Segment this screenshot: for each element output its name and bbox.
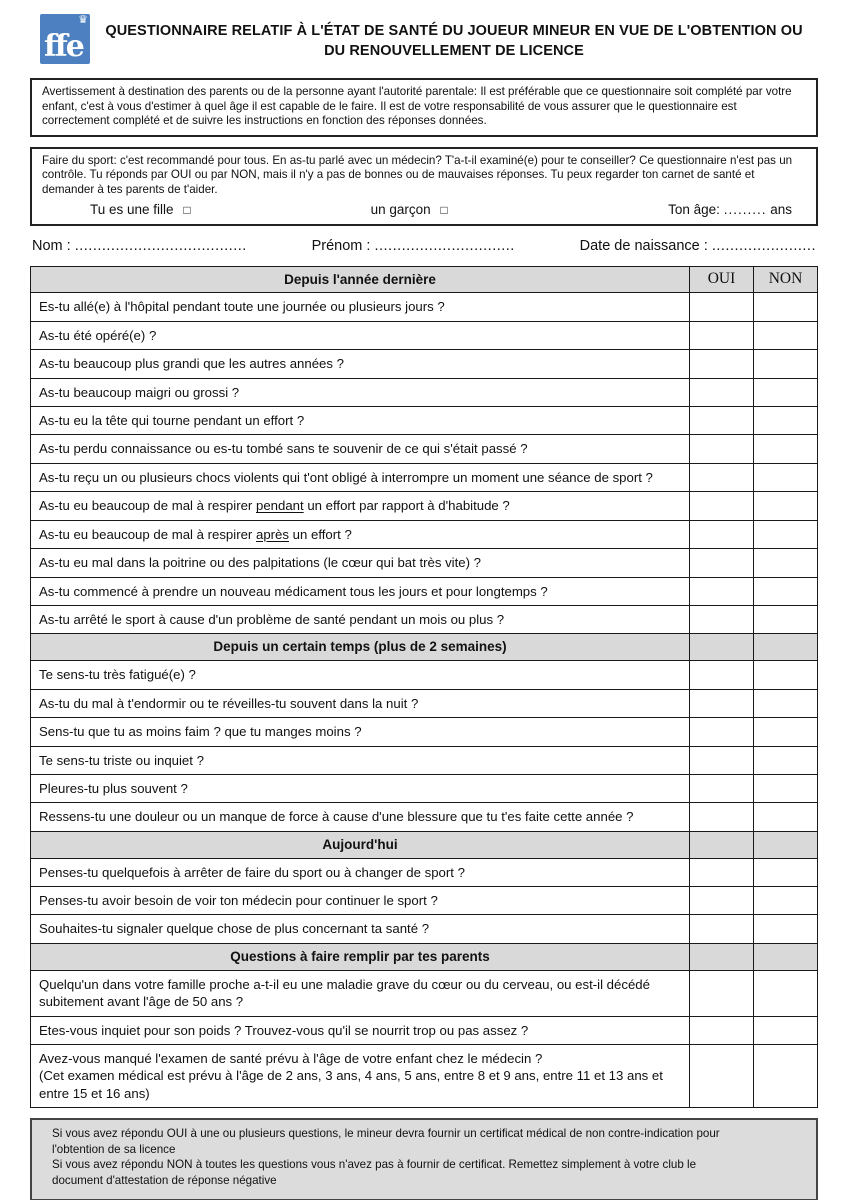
- question-row: [31, 577, 818, 605]
- intro-box: [30, 147, 818, 226]
- answer-cell-non[interactable]: [754, 887, 818, 915]
- answer-cell-oui[interactable]: [690, 915, 754, 943]
- question-text: Ressens-tu une douleur ou un manque de force à cause d'une blessure que tu t'es faite cette année ?: [31, 803, 690, 831]
- answer-cell-oui[interactable]: [690, 970, 754, 1016]
- question-row: [31, 520, 818, 548]
- question-text: Sens-tu que tu as moins faim ? que tu manges moins ?: [31, 718, 690, 746]
- question-text: Te sens-tu triste ou inquiet ?: [31, 746, 690, 774]
- answer-cell-oui[interactable]: [690, 350, 754, 378]
- question-row: [31, 1016, 818, 1044]
- question-row: [31, 746, 818, 774]
- section-header-label: Questions à faire remplir par tes parents: [31, 943, 690, 970]
- question-row: [31, 435, 818, 463]
- answer-cell-oui[interactable]: [690, 689, 754, 717]
- question-row: [31, 970, 818, 1016]
- question-row: [31, 803, 818, 831]
- section-header-cell: [690, 634, 754, 661]
- answer-cell-oui[interactable]: [690, 549, 754, 577]
- answer-cell-oui[interactable]: [690, 606, 754, 634]
- question-text: Penses-tu avoir besoin de voir ton médecin pour continuer le sport ?: [31, 887, 690, 915]
- question-row: [31, 407, 818, 435]
- question-text: As-tu perdu connaissance ou es-tu tombé sans te souvenir de ce qui s'était passé ?: [31, 435, 690, 463]
- section-header-row: [31, 634, 818, 661]
- girl-option: [90, 202, 191, 217]
- question-text: As-tu eu beaucoup de mal à respirer après un effort ?: [31, 520, 690, 548]
- question-text: As-tu eu la tête qui tourne pendant un effort ?: [31, 407, 690, 435]
- girl-checkbox[interactable]: □: [183, 202, 191, 217]
- answer-cell-oui[interactable]: [690, 577, 754, 605]
- footer-instructions-box: [30, 1118, 818, 1200]
- age-unit-label: ans: [770, 201, 792, 217]
- answer-cell-oui[interactable]: [690, 661, 754, 689]
- name-label: Nom :: [32, 237, 71, 254]
- answer-cell-non[interactable]: [754, 321, 818, 349]
- warning-box: [30, 78, 818, 137]
- answer-cell-non[interactable]: [754, 803, 818, 831]
- crown-icon: ♛: [78, 14, 88, 26]
- section-header-cell: [754, 634, 818, 661]
- answer-cell-non[interactable]: [754, 746, 818, 774]
- answer-cell-oui[interactable]: [690, 774, 754, 802]
- boy-option: [371, 202, 448, 217]
- identity-row: [32, 238, 816, 254]
- ffe-logo: [40, 14, 90, 64]
- question-row: [31, 689, 818, 717]
- section-header-cell: [754, 831, 818, 858]
- answer-cell-non[interactable]: [754, 293, 818, 321]
- question-row: [31, 549, 818, 577]
- section-header-cell: [690, 831, 754, 858]
- answer-cell-non[interactable]: [754, 492, 818, 520]
- answer-cell-non[interactable]: [754, 577, 818, 605]
- footer-non-instruction: Si vous avez répondu NON à toutes les questions vous n'avez pas à fournir de certificat. Remettez simplement à votre club le document d'attestation de réponse négative: [52, 1158, 697, 1188]
- answer-cell-oui[interactable]: [690, 293, 754, 321]
- age-input-line[interactable]: .........: [723, 201, 767, 217]
- answer-cell-oui[interactable]: [690, 463, 754, 491]
- girl-label: Tu es une fille: [90, 201, 174, 217]
- answer-cell-non[interactable]: [754, 970, 818, 1016]
- question-row: [31, 293, 818, 321]
- question-row: [31, 492, 818, 520]
- question-text: As-tu eu beaucoup de mal à respirer pendant un effort par rapport à d'habitude ?: [31, 492, 690, 520]
- question-text: As-tu arrêté le sport à cause d'un problème de santé pendant un mois ou plus ?: [31, 606, 690, 634]
- answer-cell-non[interactable]: [754, 407, 818, 435]
- answer-cell-non[interactable]: [754, 858, 818, 886]
- question-text: Es-tu allé(e) à l'hôpital pendant toute une journée ou plusieurs jours ?: [31, 293, 690, 321]
- section-header-row: [31, 943, 818, 970]
- section-header-label: Depuis un certain temps (plus de 2 semaines): [31, 634, 690, 661]
- column-header-non: NON: [754, 266, 818, 293]
- birthdate-field-group: [580, 238, 816, 254]
- answer-cell-oui[interactable]: [690, 887, 754, 915]
- question-text: Souhaites-tu signaler quelque chose de plus concernant ta santé ?: [31, 915, 690, 943]
- question-row: [31, 915, 818, 943]
- question-text: Quelqu'un dans votre famille proche a-t-il eu une maladie grave du cœur ou du cerveau, ou est-il décédé subitement avant l'âge de 50 ans ?: [31, 970, 690, 1016]
- answer-cell-oui[interactable]: [690, 378, 754, 406]
- answer-cell-oui[interactable]: [690, 718, 754, 746]
- section-header-row: [31, 266, 818, 293]
- gender-age-row: [42, 202, 806, 217]
- answer-cell-non[interactable]: [754, 718, 818, 746]
- answer-cell-oui[interactable]: [690, 435, 754, 463]
- section-header-row: [31, 831, 818, 858]
- section-header-label: Aujourd'hui: [31, 831, 690, 858]
- question-text: Pleures-tu plus souvent ?: [31, 774, 690, 802]
- answer-cell-non[interactable]: [754, 378, 818, 406]
- question-row: [31, 774, 818, 802]
- name-input-line[interactable]: ......................................: [74, 237, 247, 254]
- answer-cell-oui[interactable]: [690, 803, 754, 831]
- answer-cell-non[interactable]: [754, 549, 818, 577]
- section-header-label: Depuis l'année dernière: [31, 266, 690, 293]
- firstname-input-line[interactable]: ...............................: [374, 237, 515, 254]
- question-text: As-tu beaucoup plus grandi que les autres années ?: [31, 350, 690, 378]
- intro-text: Faire du sport: c'est recommandé pour tous. En as-tu parlé avec un médecin? T'a-t-il examiné(e) pour te conseiller? Ce questionnaire n'est pas un contrôle. Tu réponds par OUI ou par NON, mais il n'y a pas de bonnes ou de mauvaises réponses. Tu peux regarder ton carnet de santé et demander à tes parents de t'aider.: [42, 153, 793, 196]
- question-text: As-tu du mal à t'endormir ou te réveilles-tu souvent dans la nuit ?: [31, 689, 690, 717]
- name-field-group: [32, 238, 247, 254]
- questions-table: [30, 266, 818, 1109]
- answer-cell-non[interactable]: [754, 689, 818, 717]
- question-text: As-tu reçu un ou plusieurs chocs violents qui t'ont obligé à interrompre un moment une séance de sport ?: [31, 463, 690, 491]
- question-text: Penses-tu quelquefois à arrêter de faire du sport ou à changer de sport ?: [31, 858, 690, 886]
- boy-label: un garçon: [370, 201, 431, 217]
- answer-cell-oui[interactable]: [690, 1016, 754, 1044]
- boy-checkbox[interactable]: □: [440, 202, 448, 217]
- warning-text: Avertissement à destination des parents ou de la personne ayant l'autorité parentale: Il est préférable que ce questionnaire soit complété par votre enfant, c'est à vous d'estimer à quel âge il est capable de le faire. Il est de votre responsabilité de vous assurer que le questionnaire est correctement complété et de suivre les instructions en fonction des réponses données.: [42, 85, 792, 128]
- question-row: [31, 378, 818, 406]
- answer-cell-non[interactable]: [754, 1044, 818, 1107]
- page-title: QUESTIONNAIRE RELATIF À L'ÉTAT DE SANTÉ DU JOUEUR MINEUR EN VUE DE L'OBTENTION OU DU RENOUVELLEMENT DE LICENCE: [105, 23, 803, 59]
- answer-cell-non[interactable]: [754, 915, 818, 943]
- question-text: As-tu beaucoup maigri ou grossi ?: [31, 378, 690, 406]
- answer-cell-oui[interactable]: [690, 321, 754, 349]
- section-header-cell: [754, 943, 818, 970]
- answer-cell-non[interactable]: [754, 661, 818, 689]
- question-row: [31, 718, 818, 746]
- question-text: Avez-vous manqué l'examen de santé prévu à l'âge de votre enfant chez le médecin ? (Cet examen médical est prévu à l'âge de 2 ans, 3 ans, 4 ans, 5 ans, entre 8 et 9 ans, entre 11 et 13 ans et entre 15 et 16 ans): [31, 1044, 690, 1107]
- column-header-oui: OUI: [690, 266, 754, 293]
- answer-cell-non[interactable]: [754, 463, 818, 491]
- question-row: [31, 661, 818, 689]
- answer-cell-oui[interactable]: [690, 1044, 754, 1107]
- answer-cell-non[interactable]: [754, 1016, 818, 1044]
- document-header: [30, 12, 818, 64]
- firstname-field-group: [312, 238, 515, 254]
- question-row: [31, 463, 818, 491]
- question-text: Te sens-tu très fatigué(e) ?: [31, 661, 690, 689]
- answer-cell-oui[interactable]: [690, 858, 754, 886]
- footer-oui-instruction: Si vous avez répondu OUI à une ou plusieurs questions, le mineur devra fournir un certificat médical de non contre-indication pour l'obtention de sa licence: [52, 1127, 720, 1156]
- age-label: Ton âge:: [668, 201, 720, 217]
- birthdate-label: Date de naissance :: [579, 237, 708, 254]
- answer-cell-non[interactable]: [754, 606, 818, 634]
- birthdate-input-line[interactable]: .......................: [711, 237, 816, 254]
- question-row: [31, 858, 818, 886]
- answer-cell-non[interactable]: [754, 435, 818, 463]
- question-text: As-tu commencé à prendre un nouveau médicament tous les jours et pour longtemps ?: [31, 577, 690, 605]
- ffe-logo-text: ffe: [44, 29, 83, 64]
- answer-cell-oui[interactable]: [690, 407, 754, 435]
- answer-cell-non[interactable]: [754, 520, 818, 548]
- question-text: As-tu eu mal dans la poitrine ou des palpitations (le cœur qui bat très vite) ?: [31, 549, 690, 577]
- answer-cell-oui[interactable]: [690, 520, 754, 548]
- answer-cell-oui[interactable]: [690, 746, 754, 774]
- firstname-label: Prénom :: [311, 237, 371, 254]
- answer-cell-non[interactable]: [754, 350, 818, 378]
- question-row: [31, 321, 818, 349]
- question-row: [31, 606, 818, 634]
- answer-cell-non[interactable]: [754, 774, 818, 802]
- question-text: As-tu été opéré(e) ?: [31, 321, 690, 349]
- answer-cell-oui[interactable]: [690, 492, 754, 520]
- question-row: [31, 350, 818, 378]
- age-field-group: [668, 202, 792, 217]
- question-row: [31, 887, 818, 915]
- question-row: [31, 1044, 818, 1107]
- question-text: Etes-vous inquiet pour son poids ? Trouvez-vous qu'il se nourrit trop ou pas assez ?: [31, 1016, 690, 1044]
- section-header-cell: [690, 943, 754, 970]
